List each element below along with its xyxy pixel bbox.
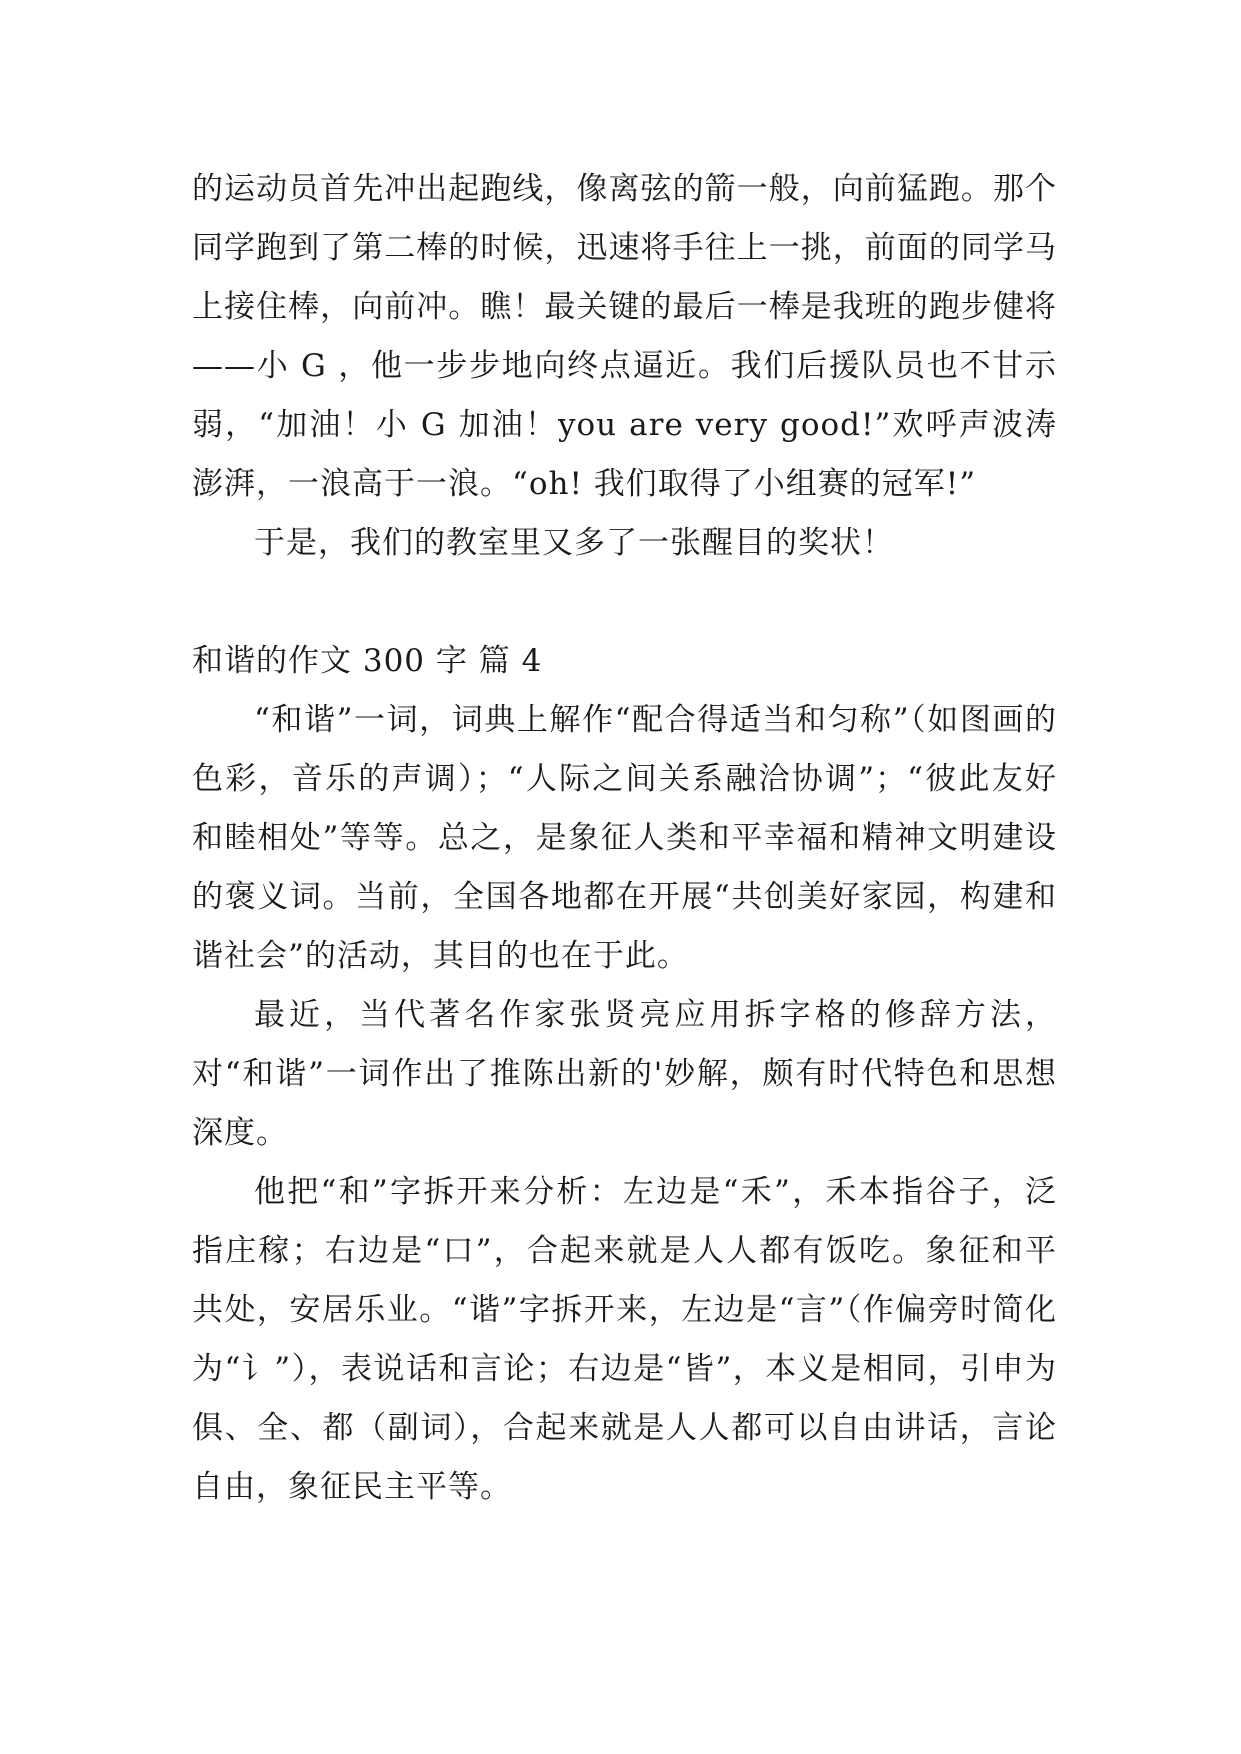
section-paragraph-2: 最近，当代著名作家张贤亮应用拆字格的修辞方法，对“和谐”一词作出了推陈出新的'妙解，颇有时代特色和思想深度。 [192,997,1057,1151]
essay-paragraph-conclusion: 于是，我们的教室里又多了一张醒目的奖状！ [254,525,894,561]
section-paragraph-1: “和谐”一词，词典上解作“配合得适当和匀称”（如图画的色彩，音乐的声调）；“人际之间关系融洽协调”；“彼此友好和睦相处”等等。总之，是象征人类和平幸福和精神文明建设的褒义词。当前，全国各地都在开展“共创美好家园，构建和谐社会”的活动，其目的也在于此。 [192,702,1057,974]
section-spacer [192,573,1057,632]
section-paragraph-3: 他把“和”字拆开来分析：左边是“禾”，禾本指谷子，泛指庄稼；右边是“口”，合起来就是人人都有饭吃。象征和平共处，安居乐业。“谐”字拆开来，左边是“言”（作偏旁时简化为“讠”），表说话和言论；右边是“皆”，本义是相同，引申为俱、全、都（副词），合起来就是人人都可以自由讲话，言论自由，象征民主平等。 [192,1174,1057,1505]
document-page [192,160,1057,1517]
essay-paragraph-continued: 的运动员首先冲出起跑线，像离弦的箭一般，向前猛跑。那个同学跑到了第二棒的时候，迅速将手往上一挑，前面的同学马上接住棒，向前冲。瞧！最关键的最后一棒是我班的跑步健将——小 G ，他一步步地向终点逼近。我们后援队员也不甘示弱，“加油！小 G 加油！you are very good!”欢呼声波涛澎湃，一浪高于一浪。“oh! 我们取得了小组赛的冠军!” [192,171,1057,502]
section-heading: 和谐的作文 300 字 篇 4 [192,643,543,679]
